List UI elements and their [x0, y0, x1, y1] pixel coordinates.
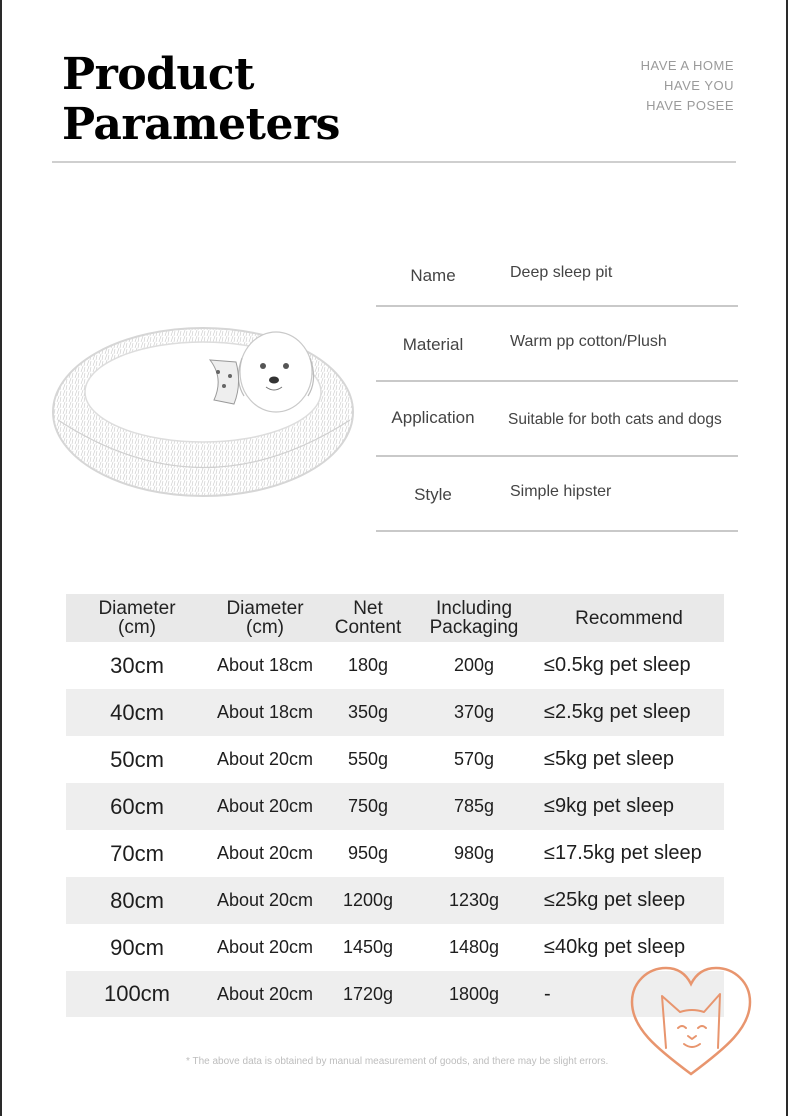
header-text: (cm): [246, 617, 284, 638]
spec-value: Warm pp cotton/Plush: [510, 333, 667, 350]
table-row: [66, 689, 724, 736]
row-diameter: 100cm: [66, 971, 208, 1017]
row-packaging: 1480g: [448, 937, 500, 957]
header-text: Content: [334, 617, 402, 638]
row-diameter: 60cm: [66, 783, 208, 830]
header-text: Including: [435, 598, 513, 619]
row-packaging: 785g: [414, 783, 534, 830]
row-height: About 20cm: [208, 783, 322, 830]
header-text: (cm): [118, 617, 156, 638]
row-net-content: 180g: [347, 655, 389, 675]
tagline-line: HAVE A HOME: [640, 58, 734, 73]
pet-bed-illustration: [38, 300, 368, 510]
row-diameter: 30cm: [110, 652, 164, 678]
row-net-content: 1720g: [322, 971, 414, 1017]
table-row: [66, 877, 724, 924]
row-packaging: 370g: [414, 689, 534, 736]
row-recommend: ≤17.5kg pet sleep: [544, 842, 702, 864]
row-packaging: 1230g: [414, 877, 534, 924]
row-diameter: 80cm: [66, 877, 208, 924]
row-packaging: 1800g: [414, 971, 534, 1017]
frame-border-right: [786, 0, 788, 1116]
row-height: About 20cm: [216, 749, 314, 769]
row-height: About 20cm: [208, 971, 322, 1017]
row-diameter: 70cm: [110, 840, 164, 866]
row-net-content: 1450g: [342, 937, 394, 957]
row-height: About 18cm: [208, 689, 322, 736]
title-line-1: Product: [62, 49, 254, 100]
spec-label: Style: [414, 485, 452, 504]
row-diameter: 40cm: [66, 689, 208, 736]
header-diameter: [66, 594, 208, 642]
row-recommend: ≤0.5kg pet sleep: [544, 654, 691, 676]
table-header-row: [66, 594, 724, 642]
row-recommend: -: [534, 971, 724, 1017]
footnote: * The above data is obtained by manual measurement of goods, and there may be slight errors.: [186, 1056, 609, 1067]
header-text: Diameter: [226, 598, 304, 619]
row-net-content: 350g: [322, 689, 414, 736]
table-row: [66, 783, 724, 830]
row-recommend: ≤9kg pet sleep: [534, 783, 724, 830]
header-divider: [52, 161, 736, 163]
row-diameter: 50cm: [110, 746, 164, 772]
row-recommend: ≤40kg pet sleep: [544, 936, 686, 958]
spec-label: Application: [391, 408, 475, 427]
header-text: Net: [353, 598, 383, 619]
header-recommend: [534, 594, 724, 642]
row-height: About 20cm: [216, 843, 314, 863]
header-packaging: [414, 594, 534, 642]
row-net-content: 1200g: [322, 877, 414, 924]
header-height: [208, 594, 322, 642]
size-table: [66, 594, 724, 1017]
table-row: [66, 830, 724, 877]
row-net-content: 750g: [322, 783, 414, 830]
spec-value: Suitable for both cats and dogs: [508, 411, 722, 428]
table-row: [66, 736, 724, 783]
row-net-content: 950g: [347, 843, 389, 863]
spec-row-style: [376, 457, 738, 532]
header-text: Recommend: [575, 607, 683, 629]
spec-value: Deep sleep pit: [510, 264, 613, 281]
row-packaging: 570g: [453, 749, 495, 769]
row-packaging: 980g: [453, 843, 495, 863]
cat-heart-logo-icon: [626, 962, 756, 1082]
spec-value: Simple hipster: [510, 483, 612, 500]
row-height: About 20cm: [208, 877, 322, 924]
header-text: Packaging: [429, 617, 519, 638]
spec-list: [376, 238, 738, 532]
page-title: [62, 50, 340, 150]
row-net-content: 550g: [347, 749, 389, 769]
tagline-line: HAVE POSEE: [646, 98, 734, 113]
row-packaging: 200g: [453, 655, 495, 675]
header-text: Diameter: [98, 598, 176, 619]
frame-border-left: [0, 0, 2, 1116]
row-recommend: ≤5kg pet sleep: [544, 748, 674, 770]
tagline: [641, 56, 734, 116]
row-diameter: 90cm: [110, 934, 164, 960]
row-height: About 20cm: [216, 937, 314, 957]
spec-row-application: [376, 382, 738, 457]
tagline-line: HAVE YOU: [664, 78, 734, 93]
spec-row-material: [376, 307, 738, 382]
table-row: [66, 642, 724, 689]
title-line-2: Parameters: [62, 99, 340, 150]
row-recommend: ≤25kg pet sleep: [534, 877, 724, 924]
spec-label: Material: [402, 335, 464, 354]
row-recommend: ≤2.5kg pet sleep: [534, 689, 724, 736]
spec-row-name: [376, 238, 738, 307]
spec-label: Name: [410, 266, 456, 285]
row-height: About 18cm: [216, 655, 314, 675]
header-net-content: [322, 594, 414, 642]
